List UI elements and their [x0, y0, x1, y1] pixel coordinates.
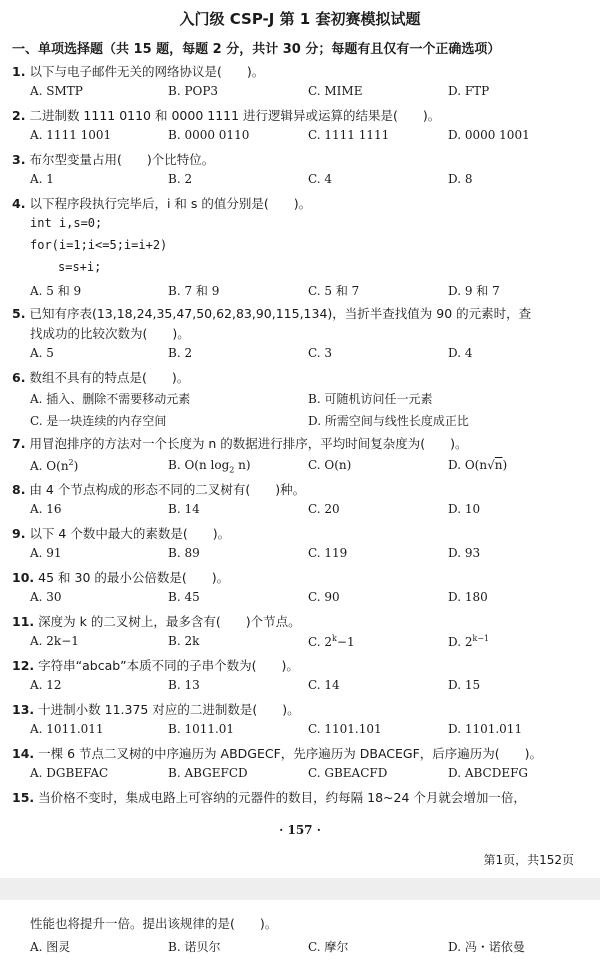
question-9: 9. 以下 4 个数中最大的素数是( )。 — [12, 526, 231, 541]
option-b: B. 可随机访问任一元素 — [308, 392, 433, 406]
option-b: B. O(n $\log_2 n$) — [168, 458, 251, 475]
question-5-continued: 找成功的比较次数为( )。 — [30, 326, 190, 341]
question-11: 11. 深度为 k 的二叉树上，最多含有( )个节点。 — [12, 614, 301, 629]
question-4: 4. 以下程序段执行完毕后，i 和 s 的值分别是( )。 — [12, 196, 312, 211]
option-d: D. 9 和 7 — [448, 284, 500, 298]
code-line-2: for(i=1;i<=5;i=i+2) — [30, 238, 168, 252]
option-d: D. O(n√n) — [448, 458, 508, 472]
question-7-options — [30, 458, 590, 476]
option-b: B. 2 — [168, 172, 193, 186]
question-2-options — [30, 128, 590, 146]
code-line-1: int i,s=0; — [30, 216, 103, 230]
option-c: C. $2^k-1$ — [308, 634, 355, 649]
option-b: B. POP3 — [168, 84, 219, 98]
question-15: 15. 当价格不变时，集成电路上可容纳的元器件的数目，约每隔 18~24 个月就会增加一倍， — [12, 790, 526, 805]
question-10-options — [30, 590, 590, 608]
option-b: B. 2k — [168, 634, 200, 648]
option-b: B. 14 — [168, 502, 200, 516]
option-b: B. ABGEFCD — [168, 766, 248, 780]
question-13-options — [30, 722, 590, 740]
code-line-3: s=s+i; — [58, 260, 102, 274]
option-a: A. 5 — [30, 346, 54, 360]
page-number: · 157 · — [279, 823, 321, 837]
question-5-options — [30, 346, 590, 364]
option-c: C. 119 — [308, 546, 348, 560]
option-b: B. 45 — [168, 590, 200, 604]
question-6-options-row-1 — [30, 390, 590, 408]
option-b: B. 诺贝尔 — [168, 940, 221, 954]
option-d: D. ABCDEFG — [448, 766, 529, 780]
option-d: D. 0000 1001 — [448, 128, 530, 142]
page-title: 入门级 CSP-J 第 1 套初赛模拟试题 — [179, 10, 421, 28]
option-b: B. 89 — [168, 546, 200, 560]
question-12: 12. 字符串“abcab”本质不同的子串个数为( )。 — [12, 658, 299, 673]
option-a: A. 图灵 — [30, 940, 71, 954]
option-d: D. $2^{k-1}$ — [448, 634, 490, 649]
option-d: D. 10 — [448, 502, 481, 516]
option-c: C. 1101.101 — [308, 722, 382, 736]
question-14-options — [30, 766, 590, 784]
option-a: A. 12 — [30, 678, 62, 692]
option-a: A. 5 和 9 — [30, 284, 82, 298]
option-b: B. 2 — [168, 346, 193, 360]
option-d: D. 1101.011 — [448, 722, 523, 736]
question-13: 13. 十进制小数 11.375 对应的二进制数是( )。 — [12, 702, 300, 717]
option-d: D. 8 — [448, 172, 473, 186]
option-a: A. 30 — [30, 590, 62, 604]
question-14: 14. 一棵 6 节点二叉树的中序遍历为 ABDGECF，先序遍历为 DBACEGF，后序遍历为( )。 — [12, 746, 543, 761]
option-b: B. 1011.01 — [168, 722, 235, 736]
question-9-options — [30, 546, 590, 564]
option-a: A. SMTP — [30, 84, 83, 98]
question-8: 8. 由 4 个节点构成的形态不同的二叉树有( )种。 — [12, 482, 306, 497]
option-c: C. 5 和 7 — [308, 284, 360, 298]
option-c: C. 1111 1111 — [308, 128, 390, 142]
option-a: A. DGBEFAC — [30, 766, 109, 780]
question-8-options — [30, 502, 590, 520]
question-1-options — [30, 84, 590, 102]
question-7: 7. 用冒泡排序的方法对一个长度为 n 的数据进行排序，平均时间复杂度为( )。 — [12, 436, 468, 451]
option-d: D. 93 — [448, 546, 481, 560]
option-a: A. 1111 1001 — [30, 128, 112, 142]
option-c: C. 是一块连续的内存空间 — [30, 414, 167, 428]
option-c: C. 3 — [308, 346, 333, 360]
option-d: D. 4 — [448, 346, 473, 360]
option-b: B. 7 和 9 — [168, 284, 220, 298]
question-15-continued: 性能也将提升一倍。提出该规律的是( )。 — [30, 916, 278, 931]
question-11-options — [30, 634, 590, 652]
question-3-options — [30, 172, 590, 190]
option-c: C. 摩尔 — [308, 940, 349, 954]
option-a: A. 1011.011 — [30, 722, 104, 736]
question-1: 1. 以下与电子邮件无关的网络协议是( )。 — [12, 64, 265, 79]
question-4-options — [30, 282, 590, 300]
option-d: D. FTP — [448, 84, 490, 98]
question-10: 10. 45 和 30 的最小公倍数是( )。 — [12, 570, 230, 585]
option-d: D. 所需空间与线性长度成正比 — [308, 414, 469, 428]
question-12-options — [30, 678, 590, 696]
page-separator — [0, 878, 600, 900]
option-c: C. 4 — [308, 172, 333, 186]
section-heading: 一、单项选择题（共 15 题，每题 2 分，共计 30 分；每题有且仅有一个正确选项） — [12, 42, 501, 57]
option-a: A. 2k−1 — [30, 634, 79, 648]
option-b: B. 13 — [168, 678, 200, 692]
option-c: C. 14 — [308, 678, 340, 692]
question-15-options — [30, 938, 590, 956]
option-a: A. 91 — [30, 546, 62, 560]
option-d: D. 180 — [448, 590, 488, 604]
page-2 — [0, 900, 600, 967]
option-a: A. 16 — [30, 502, 62, 516]
question-6-options-row-2 — [30, 412, 590, 430]
option-a: A. $O(n^2)$ — [30, 458, 79, 473]
option-a: A. 插入、删除不需要移动元素 — [30, 392, 191, 406]
option-a: A. 1 — [30, 172, 54, 186]
question-6: 6. 数组不具有的特点是( )。 — [12, 370, 190, 385]
page-info: 第1页，共152页 — [483, 853, 574, 867]
option-b: B. 0000 0110 — [168, 128, 250, 142]
option-c: C. 90 — [308, 590, 340, 604]
option-d: D. 冯・诺依曼 — [448, 940, 525, 954]
question-2: 2. 二进制数 1111 0110 和 0000 1111 进行逻辑异或运算的结果是( )。 — [12, 108, 441, 123]
question-3: 3. 布尔型变量占用( )个比特位。 — [12, 152, 215, 167]
option-c: C. 20 — [308, 502, 340, 516]
option-c: C. O(n) — [308, 458, 352, 472]
option-c: C. MIME — [308, 84, 363, 98]
question-5: 5. 已知有序表(13,18,24,35,47,50,62,83,90,115,134)，当折半查找值为 90 的元素时，查 — [12, 306, 532, 321]
option-c: C. GBEACFD — [308, 766, 388, 780]
option-d: D. 15 — [448, 678, 481, 692]
